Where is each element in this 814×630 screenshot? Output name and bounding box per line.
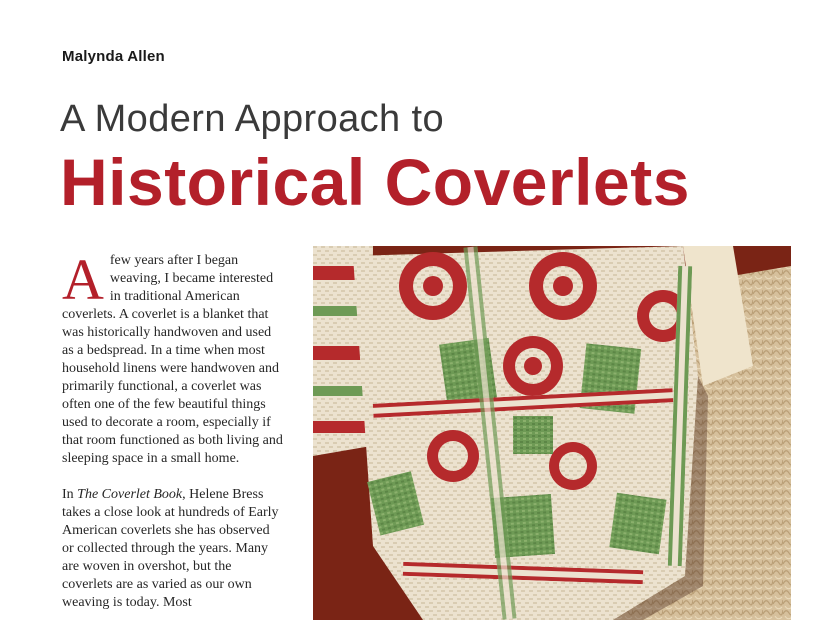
title-line-1: A Modern Approach to bbox=[60, 98, 445, 140]
paragraph-1 bbox=[62, 252, 284, 468]
drop-cap: A bbox=[62, 252, 104, 312]
book-title: The Coverlet Book bbox=[77, 487, 183, 502]
title-line-2: Historical Coverlets bbox=[60, 145, 690, 219]
paragraph-2 bbox=[62, 486, 284, 612]
article-body bbox=[62, 252, 284, 630]
paragraph-2-prefix: In bbox=[62, 487, 78, 502]
paragraph-2-text: , Helene Bress takes a close look at hundreds of Early American coverlets she has observed or collected through the years. Many are woven in overshot, but the coverlets are as varied as our own weaving is today. Most bbox=[62, 487, 279, 610]
paragraph-1-text: few years after I began weaving, I became interested in traditional American coverlets. A coverlet is a blanket that was historically handwoven and used as a bedspread. In a time when most household linens were handwoven and primarily functional, a coverlet was often one of the few beautiful things used to decorate a room, especially if that room functioned as both living and sleeping space in a small home. bbox=[62, 253, 283, 466]
author-byline: Malynda Allen bbox=[62, 48, 165, 65]
coverlet-photo bbox=[313, 246, 791, 620]
